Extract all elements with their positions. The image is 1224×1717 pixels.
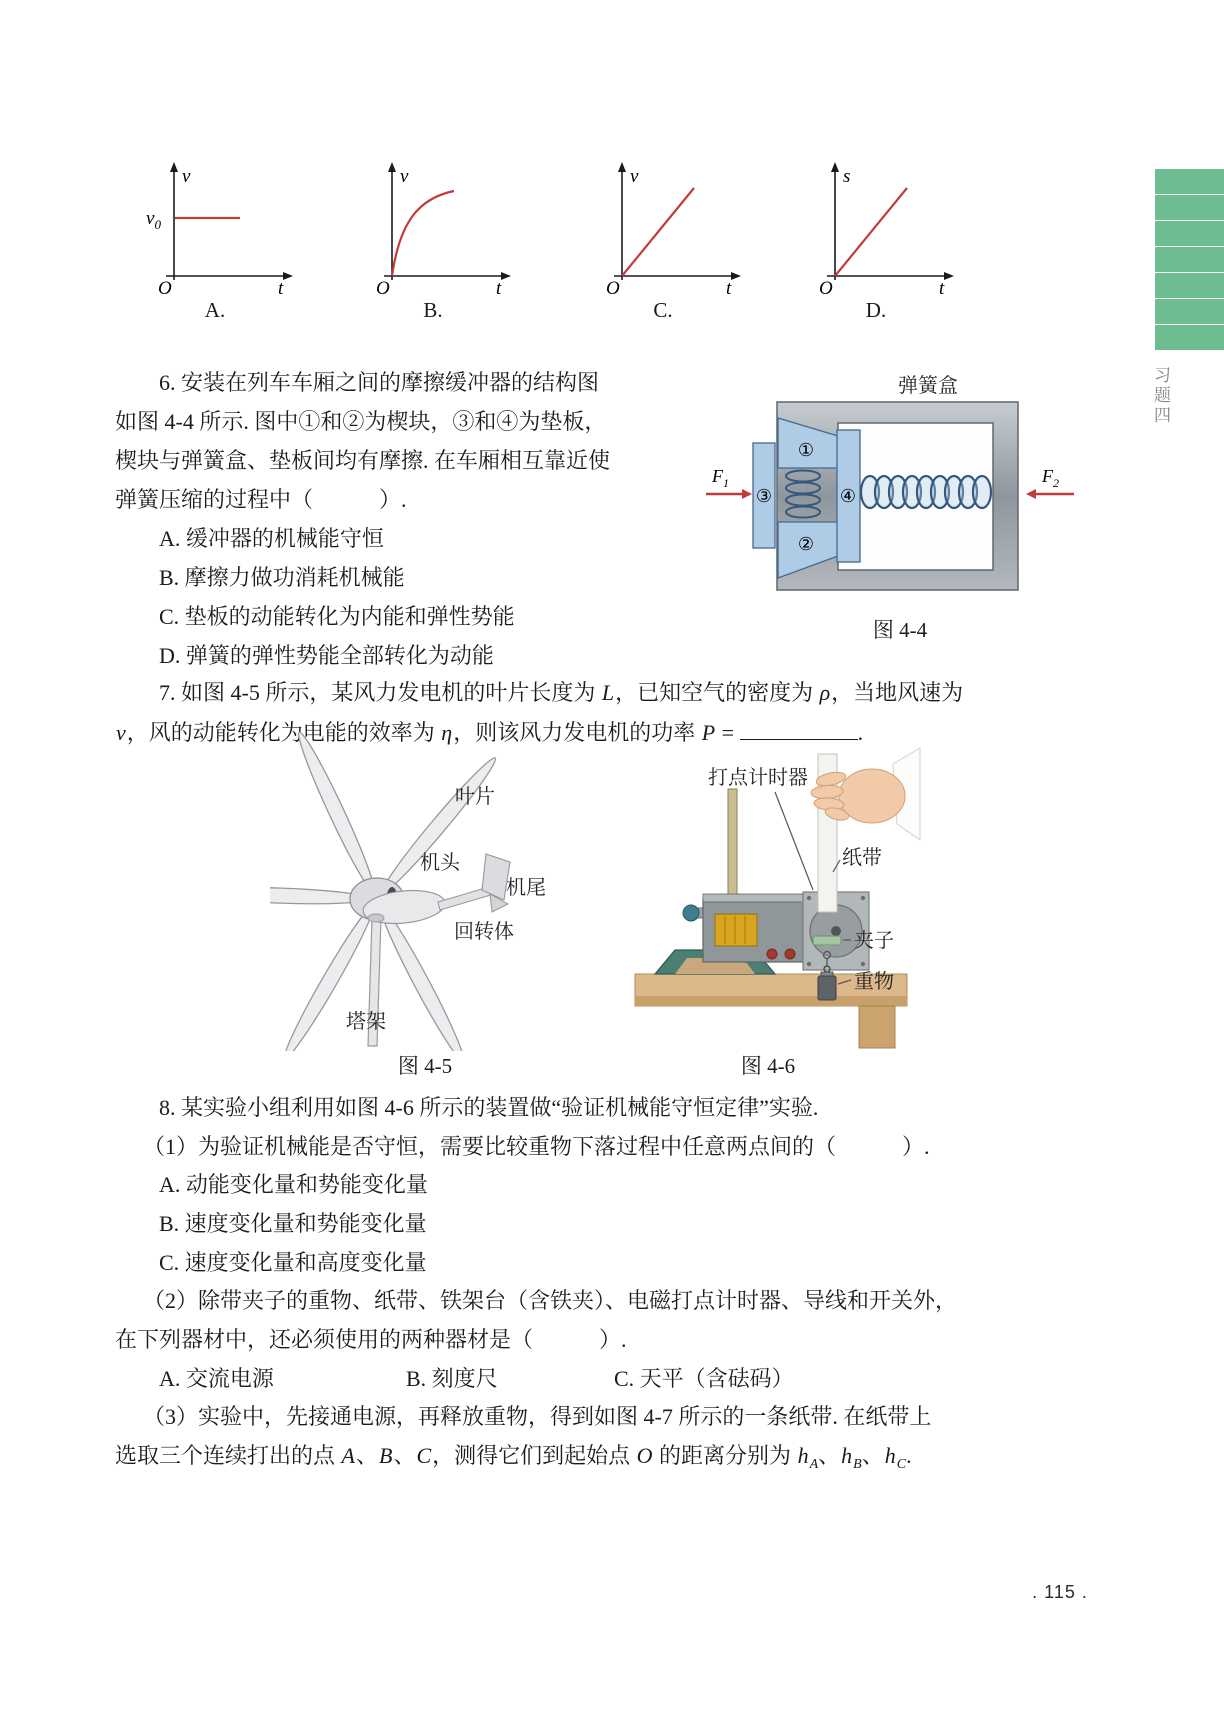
graph-b-velocity-time bbox=[348, 158, 518, 298]
label-pad-3: ③ bbox=[755, 486, 773, 506]
head-label: 机头 bbox=[420, 852, 460, 874]
q6-line2: 如图 4-4 所示. 图中①和②为楔块，③和④为垫板， bbox=[115, 409, 607, 434]
q6-line3: 楔块与弹簧盒、垫板间均有摩擦. 在车厢相互靠近使 bbox=[115, 448, 611, 473]
figure-4-4-spring-buffer bbox=[700, 372, 1080, 600]
timer-disk-hub bbox=[831, 926, 841, 936]
graph-d-displacement-time bbox=[791, 158, 961, 298]
y-axis-arrow-icon bbox=[618, 162, 626, 172]
y-axis-label: v bbox=[182, 166, 191, 187]
curve-concave bbox=[392, 191, 454, 276]
q8-part2-line1: （2）除带夹子的重物、纸带、铁架台（含铁夹）、电磁打点计时器、导线和开关外， bbox=[143, 1288, 958, 1313]
graph-a-velocity-time bbox=[130, 158, 300, 298]
spring-box-label: 弹簧盒 bbox=[898, 375, 958, 397]
clamp-knob bbox=[683, 905, 699, 921]
label-pad-4: ④ bbox=[839, 486, 857, 506]
q6-option-c: C. 垫板的动能转化为内能和弹性势能 bbox=[159, 604, 515, 629]
clip-label: 夹子 bbox=[854, 930, 894, 952]
table-edge bbox=[635, 996, 907, 1006]
q8-part1-option-b: B. 速度变化量和势能变化量 bbox=[159, 1211, 427, 1236]
origin-label: O bbox=[819, 278, 833, 298]
timer-terminal-2 bbox=[785, 949, 795, 959]
horizontal-spring bbox=[861, 476, 991, 508]
timer-terminal-1 bbox=[767, 949, 777, 959]
q8-part2-line2: 在下列器材中，还必须使用的两种器材是（ ）. bbox=[115, 1327, 627, 1352]
tail-label: 机尾 bbox=[506, 877, 546, 899]
y-axis-arrow-icon bbox=[388, 162, 396, 172]
tower-label: 塔架 bbox=[346, 1011, 386, 1033]
label-wedge-2: ② bbox=[797, 534, 815, 554]
v0-label: $v_0$ bbox=[146, 208, 161, 232]
curve-linear bbox=[835, 188, 907, 276]
q6-option-b: B. 摩擦力做功消耗机械能 bbox=[159, 565, 405, 590]
x-axis-label: t bbox=[278, 278, 284, 298]
x-axis-label: t bbox=[939, 278, 945, 298]
curve-linear bbox=[622, 188, 694, 276]
graph-b-letter: B. bbox=[423, 298, 443, 322]
graph-a-letter: A. bbox=[204, 298, 226, 322]
q7-line1: 7. 如图 4-5 所示，某风力发电机的叶片长度为 L，已知空气的密度为 ρ，当地风速为 bbox=[159, 680, 964, 705]
y-axis-arrow-icon bbox=[170, 162, 178, 172]
figure-4-6-caption: 图 4-6 bbox=[740, 1054, 796, 1078]
timer-coil bbox=[715, 914, 757, 946]
tape-label: 纸带 bbox=[842, 847, 882, 869]
chapter-tab-blocks bbox=[1155, 169, 1224, 350]
force-f2-arrow bbox=[1026, 466, 1074, 499]
graph-c-velocity-time bbox=[578, 158, 748, 298]
svg-text:F1: $F_1$ bbox=[712, 466, 729, 490]
label-wedge-1: ① bbox=[797, 440, 815, 460]
table-leg bbox=[859, 1006, 895, 1048]
graph-c-letter: C. bbox=[653, 298, 673, 322]
q6-option-d: D. 弹簧的弹性势能全部转化为动能 bbox=[159, 643, 494, 668]
q6-line1: 6. 安装在列车车厢之间的摩擦缓冲器的结构图 bbox=[159, 370, 600, 395]
x-axis-arrow-icon bbox=[731, 272, 741, 280]
x-axis-arrow-icon bbox=[283, 272, 293, 280]
q8-part1-option-a: A. 动能变化量和势能变化量 bbox=[159, 1172, 428, 1197]
q8-part2-option-c: C. 天平（含砝码） bbox=[614, 1366, 794, 1391]
yaw-joint bbox=[368, 914, 384, 922]
graph-d-letter: D. bbox=[865, 298, 887, 322]
timer-label: 打点计时器 bbox=[708, 767, 808, 789]
q8-intro: 8. 某实验小组利用如图 4-6 所示的装置做“验证机械能守恒定律”实验. bbox=[159, 1095, 819, 1120]
q6-option-a: A. 缓冲器的机械能守恒 bbox=[159, 526, 384, 551]
weight bbox=[818, 966, 836, 1000]
x-axis-arrow-icon bbox=[501, 272, 511, 280]
y-axis-label: v bbox=[630, 166, 639, 187]
timer-top-plate bbox=[703, 894, 803, 902]
force-f1-arrow bbox=[706, 466, 752, 499]
q8-part2-option-a: A. 交流电源 bbox=[159, 1366, 274, 1391]
weight-label: 重物 bbox=[854, 971, 894, 993]
chapter-tab-label: 习题四 bbox=[1151, 366, 1170, 426]
q8-part1: （1）为验证机械能是否守恒，需要比较重物下落过程中任意两点间的（ ）. bbox=[143, 1134, 930, 1159]
figure-4-5-caption: 图 4-5 bbox=[397, 1054, 453, 1078]
origin-label: O bbox=[376, 278, 390, 298]
timer-pointer-line bbox=[775, 792, 813, 890]
figure-4-5-wind-turbine bbox=[270, 706, 570, 1051]
y-axis-label: s bbox=[843, 166, 851, 187]
y-axis-arrow-icon bbox=[831, 162, 839, 172]
blade-label: 叶片 bbox=[455, 786, 495, 808]
origin-label: O bbox=[158, 278, 172, 298]
y-axis-label: v bbox=[400, 166, 409, 187]
q7-line2: v，风的动能转化为电能的效率为 η，则该风力发电机的功率 P = . bbox=[115, 717, 863, 748]
origin-label: O bbox=[606, 278, 620, 298]
figure-4-6-timer-apparatus bbox=[575, 704, 925, 1049]
q8-part1-option-c: C. 速度变化量和高度变化量 bbox=[159, 1250, 427, 1275]
rotator-label: 回转体 bbox=[454, 921, 514, 943]
figure-4-4-caption: 图 4-4 bbox=[872, 618, 928, 642]
q8-part3-line2: 选取三个连续打出的点 A、B、C，测得它们到起始点 O 的距离分别为 $h_A$、$h_B$、$h_C$. bbox=[115, 1443, 912, 1472]
page-number: . 115 . bbox=[1032, 1582, 1088, 1602]
q8-part3-line1: （3）实验中，先接通电源，再释放重物，得到如图 4-7 所示的一条纸带. 在纸带上 bbox=[143, 1404, 932, 1429]
x-axis-label: t bbox=[726, 278, 732, 298]
svg-text:F2: $F_2$ bbox=[1042, 466, 1059, 490]
x-axis-arrow-icon bbox=[944, 272, 954, 280]
q8-part2-option-b: B. 刻度尺 bbox=[406, 1366, 498, 1391]
q6-line4: 弹簧压缩的过程中（ ）. bbox=[115, 487, 407, 512]
x-axis-label: t bbox=[496, 278, 502, 298]
